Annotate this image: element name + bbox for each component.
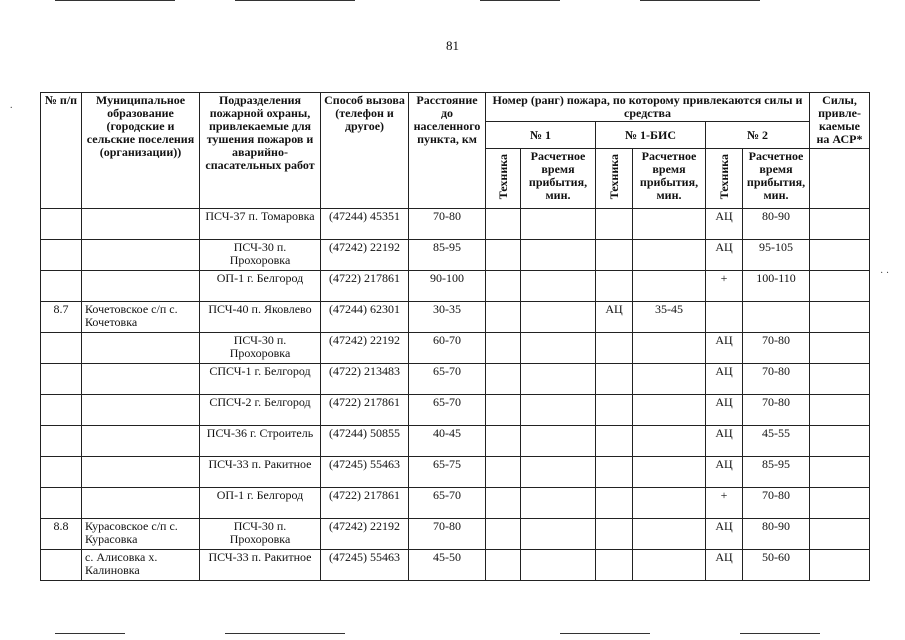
header-distance: Расстояние до населенного пункта, км (409, 93, 486, 209)
tech-1-cell (486, 271, 521, 302)
time-1-cell (521, 395, 596, 426)
table-row (41, 240, 870, 271)
row-num-cell (41, 364, 82, 395)
tech-1bis-cell (596, 457, 633, 488)
time-1bis-cell (633, 519, 706, 550)
distance-cell: 65-70 (409, 395, 486, 426)
unit-cell: ПСЧ-33 п. Ракитное (200, 457, 321, 488)
table-row (41, 302, 870, 333)
row-num-cell: 8.8 (41, 519, 82, 550)
acp-cell (810, 519, 870, 550)
tech-1-cell (486, 333, 521, 364)
distance-cell: 45-50 (409, 550, 486, 581)
table-row (41, 364, 870, 395)
unit-cell: ПСЧ-30 п. Прохоровка (200, 333, 321, 364)
time-2-cell: 85-95 (743, 457, 810, 488)
acp-cell (810, 550, 870, 581)
time-1bis-cell (633, 426, 706, 457)
time-1-cell (521, 488, 596, 519)
acp-cell (810, 271, 870, 302)
tech-1bis-cell (596, 519, 633, 550)
table-row (41, 333, 870, 364)
tech-1-cell (486, 457, 521, 488)
header-acp: Силы, привле-каемые на АСР* (810, 93, 870, 149)
time-2-cell: 95-105 (743, 240, 810, 271)
acp-cell (810, 395, 870, 426)
table-row (41, 209, 870, 240)
unit-cell: СПСЧ-1 г. Белгород (200, 364, 321, 395)
tech-2-cell: АЦ (706, 209, 743, 240)
distance-cell: 60-70 (409, 333, 486, 364)
tech-1bis-cell (596, 209, 633, 240)
tech-2-cell: АЦ (706, 395, 743, 426)
row-num-cell: 8.7 (41, 302, 82, 333)
header-num: № п/п (41, 93, 82, 209)
distance-cell: 40-45 (409, 426, 486, 457)
tech-1bis-cell (596, 395, 633, 426)
time-2-cell: 70-80 (743, 395, 810, 426)
unit-cell: СПСЧ-2 г. Белгород (200, 395, 321, 426)
tech-1-cell (486, 240, 521, 271)
table-row (41, 426, 870, 457)
unit-cell: ПСЧ-30 п. Прохоровка (200, 240, 321, 271)
tech-1-cell (486, 364, 521, 395)
time-1-cell (521, 550, 596, 581)
header-acp-blank (810, 149, 870, 209)
row-num-cell (41, 426, 82, 457)
acp-cell (810, 302, 870, 333)
top-edge-lines (0, 0, 905, 3)
time-1bis-cell (633, 488, 706, 519)
distance-cell: 65-75 (409, 457, 486, 488)
header-tech-1: Техника (486, 149, 521, 209)
tech-1-cell (486, 488, 521, 519)
time-2-cell (743, 302, 810, 333)
tech-1-cell (486, 426, 521, 457)
tech-2-cell: АЦ (706, 550, 743, 581)
header-call: Способ вызова (телефон и другое) (321, 93, 409, 209)
header-time-1bis: Расчетное время прибытия, мин. (633, 149, 706, 209)
time-1bis-cell (633, 364, 706, 395)
time-2-cell: 70-80 (743, 333, 810, 364)
tech-1-cell (486, 550, 521, 581)
tech-2-cell (706, 302, 743, 333)
distance-cell: 85-95 (409, 240, 486, 271)
table-row (41, 519, 870, 550)
header-no1bis: № 1-БИС (596, 122, 706, 149)
acp-cell (810, 240, 870, 271)
time-1bis-cell (633, 240, 706, 271)
row-num-cell (41, 209, 82, 240)
header-fire-number: Номер (ранг) пожара, по которому привлекаются силы и средства (486, 93, 810, 122)
tech-1bis-cell (596, 364, 633, 395)
header-no2: № 2 (706, 122, 810, 149)
time-1-cell (521, 240, 596, 271)
phone-cell: (47244) 45351 (321, 209, 409, 240)
unit-cell: ПСЧ-40 п. Яковлево (200, 302, 321, 333)
acp-cell (810, 488, 870, 519)
time-2-cell: 70-80 (743, 488, 810, 519)
tech-2-cell: АЦ (706, 364, 743, 395)
municipality-cell: Кочетовское с/п с. Кочетовка (82, 302, 200, 333)
municipality-cell: Курасовское с/п с. Курасовка (82, 519, 200, 550)
phone-cell: (47242) 22192 (321, 333, 409, 364)
municipality-cell (82, 271, 200, 302)
row-num-cell (41, 395, 82, 426)
acp-cell (810, 457, 870, 488)
time-1bis-cell (633, 395, 706, 426)
tech-1-cell (486, 395, 521, 426)
tech-2-cell: АЦ (706, 426, 743, 457)
distance-cell: 65-70 (409, 364, 486, 395)
tech-1bis-cell (596, 333, 633, 364)
unit-cell: ПСЧ-36 г. Строитель (200, 426, 321, 457)
time-1bis-cell (633, 457, 706, 488)
time-1-cell (521, 457, 596, 488)
time-1-cell (521, 519, 596, 550)
time-2-cell: 45-55 (743, 426, 810, 457)
phone-cell: (47245) 55463 (321, 550, 409, 581)
time-2-cell: 80-90 (743, 519, 810, 550)
phone-cell: (47245) 55463 (321, 457, 409, 488)
table-row (41, 488, 870, 519)
tech-2-cell: АЦ (706, 457, 743, 488)
municipality-cell (82, 426, 200, 457)
phone-cell: (4722) 217861 (321, 488, 409, 519)
acp-cell (810, 426, 870, 457)
distance-cell: 65-70 (409, 488, 486, 519)
phone-cell: (47242) 22192 (321, 519, 409, 550)
time-1-cell (521, 271, 596, 302)
table-row (41, 457, 870, 488)
tech-1bis-cell (596, 488, 633, 519)
tech-2-cell: АЦ (706, 333, 743, 364)
municipality-cell (82, 395, 200, 426)
municipality-cell (82, 457, 200, 488)
municipality-cell (82, 209, 200, 240)
header-tech-2: Техника (706, 149, 743, 209)
header-municipality: Муниципальное образование (городские и сельские поселения (организации)) (82, 93, 200, 209)
time-1-cell (521, 209, 596, 240)
phone-cell: (47242) 22192 (321, 240, 409, 271)
time-1bis-cell (633, 550, 706, 581)
time-1bis-cell: 35-45 (633, 302, 706, 333)
phone-cell: (47244) 62301 (321, 302, 409, 333)
time-1-cell (521, 364, 596, 395)
row-num-cell (41, 550, 82, 581)
time-1-cell (521, 333, 596, 364)
tech-2-cell: + (706, 271, 743, 302)
unit-cell: ПСЧ-33 п. Ракитное (200, 550, 321, 581)
time-2-cell: 70-80 (743, 364, 810, 395)
time-1bis-cell (633, 209, 706, 240)
tech-1bis-cell (596, 550, 633, 581)
header-tech-1bis: Техника (596, 149, 633, 209)
municipality-cell: с. Алисовка х. Калиновка (82, 550, 200, 581)
tech-1-cell (486, 302, 521, 333)
acp-cell (810, 209, 870, 240)
municipality-cell (82, 333, 200, 364)
tech-1bis-cell: АЦ (596, 302, 633, 333)
unit-cell: ОП-1 г. Белгород (200, 488, 321, 519)
header-time-1: Расчетное время прибытия, мин. (521, 149, 596, 209)
time-1-cell (521, 302, 596, 333)
municipality-cell (82, 240, 200, 271)
scan-speck: · · (880, 268, 890, 279)
phone-cell: (4722) 213483 (321, 364, 409, 395)
unit-cell: ОП-1 г. Белгород (200, 271, 321, 302)
phone-cell: (4722) 217861 (321, 271, 409, 302)
time-2-cell: 100-110 (743, 271, 810, 302)
tech-1bis-cell (596, 271, 633, 302)
acp-cell (810, 333, 870, 364)
table-row (41, 271, 870, 302)
time-1bis-cell (633, 271, 706, 302)
row-num-cell (41, 457, 82, 488)
fire-forces-table (40, 92, 870, 581)
time-1-cell (521, 426, 596, 457)
table-row (41, 395, 870, 426)
unit-cell: ПСЧ-37 п. Томаровка (200, 209, 321, 240)
table-row (41, 550, 870, 581)
tech-2-cell: + (706, 488, 743, 519)
distance-cell: 30-35 (409, 302, 486, 333)
tech-1bis-cell (596, 240, 633, 271)
row-num-cell (41, 333, 82, 364)
page-number: 81 (446, 38, 459, 53)
distance-cell: 90-100 (409, 271, 486, 302)
distance-cell: 70-80 (409, 519, 486, 550)
row-num-cell (41, 271, 82, 302)
scan-speck: . (10, 100, 13, 111)
tech-1bis-cell (596, 426, 633, 457)
acp-cell (810, 364, 870, 395)
unit-cell: ПСЧ-30 п. Прохоровка (200, 519, 321, 550)
municipality-cell (82, 364, 200, 395)
tech-1-cell (486, 519, 521, 550)
time-1bis-cell (633, 333, 706, 364)
tech-2-cell: АЦ (706, 240, 743, 271)
tech-1-cell (486, 209, 521, 240)
header-units: Подразделения пожарной охраны, привлекаемые для тушения пожаров и аварийно-спасательных работ (200, 93, 321, 209)
phone-cell: (47244) 50855 (321, 426, 409, 457)
row-num-cell (41, 488, 82, 519)
header-time-2: Расчетное время прибытия, мин. (743, 149, 810, 209)
time-2-cell: 50-60 (743, 550, 810, 581)
header-no1: № 1 (486, 122, 596, 149)
row-num-cell (41, 240, 82, 271)
time-2-cell: 80-90 (743, 209, 810, 240)
tech-2-cell: АЦ (706, 519, 743, 550)
distance-cell: 70-80 (409, 209, 486, 240)
phone-cell: (4722) 217861 (321, 395, 409, 426)
municipality-cell (82, 488, 200, 519)
